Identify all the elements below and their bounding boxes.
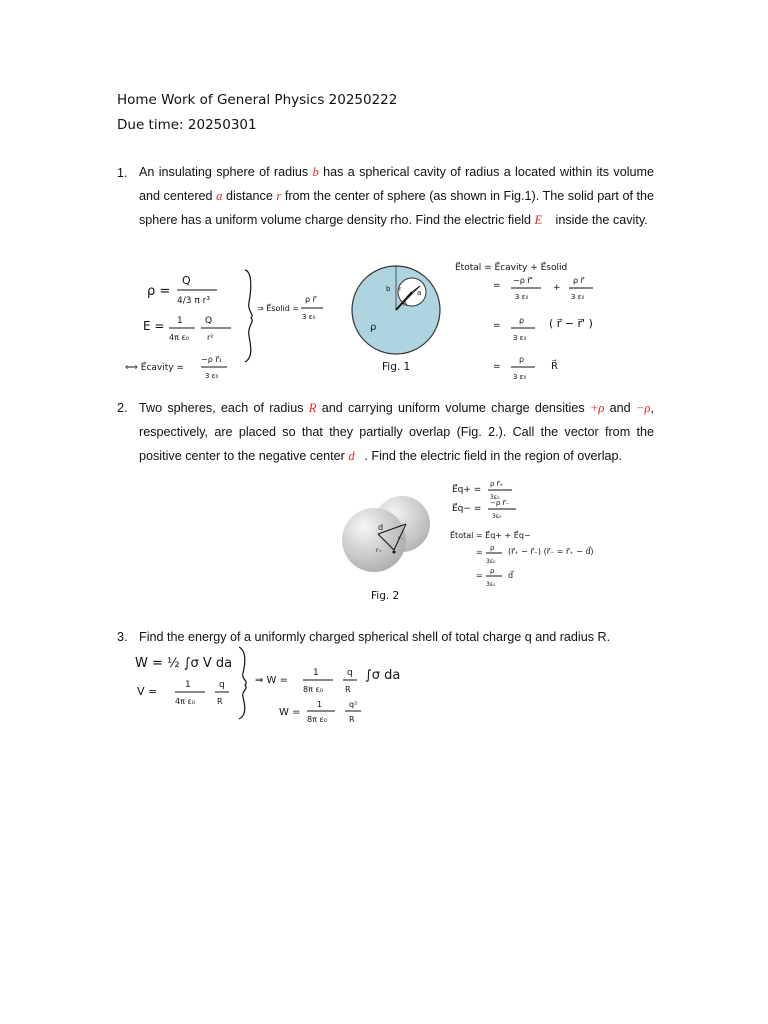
hw-etotal-q2: E⃗total = E⃗q+ + E⃗q−	[450, 531, 531, 540]
svg-text:=: =	[476, 571, 483, 580]
math-symbol: a	[216, 189, 223, 203]
question-text-run: Two spheres, each of radius	[139, 401, 309, 415]
question-1-number: 1.	[117, 166, 128, 180]
hw-w2-den2: R	[345, 685, 351, 694]
question-text-run: An insulating sphere of radius	[139, 165, 313, 179]
q1-right-work	[453, 256, 653, 386]
svg-text:=: =	[493, 321, 501, 331]
math-symbol: −ρ	[635, 401, 651, 415]
hw-esolid-den: 3 ε₀	[302, 313, 316, 321]
hw-esolid-num: ρ r⃗	[305, 295, 316, 304]
svg-text:+: +	[553, 283, 561, 293]
question-text-run: Find the energy of a uniformly charged spherical shell of total charge q and radius R.	[139, 630, 611, 644]
hw-w2: ⇒ W =	[255, 675, 289, 686]
positive-sphere	[342, 508, 406, 572]
question-2-number: 2.	[117, 401, 128, 415]
hw-l3-den: 3 ε₀	[513, 334, 527, 342]
hw-v-den2: R	[217, 697, 223, 706]
hw-etotal-line: E⃗total = E⃗cavity + E⃗solid	[455, 263, 568, 273]
hw-q2-l4-tail: (r⃗₊ − r⃗₋) (r⃗₋ = r⃗₊ − d⃗)	[508, 547, 594, 556]
fig2-label-rplus: r₊	[376, 547, 382, 554]
hw-q2-l5-den: 3ε₀	[486, 581, 496, 588]
hw-e-frac1-den: 4π ε₀	[169, 333, 189, 342]
question-3-number: 3.	[117, 630, 128, 644]
math-symbol: b	[312, 165, 319, 179]
fig2-label-d: d	[378, 523, 384, 532]
hw-l3-tail: ( r⃗ − r⃗' )	[549, 317, 593, 330]
hw-rho-num: Q	[182, 274, 191, 287]
hw-v-eq: V =	[137, 685, 158, 698]
question-text-run: distance	[222, 189, 277, 203]
fig-2-caption: Fig. 2	[371, 590, 400, 602]
hw-esolid: ⇒ E⃗solid =	[257, 304, 300, 313]
svg-text:=: =	[476, 548, 483, 557]
hw-w3-num1: 1	[317, 700, 323, 709]
fig2-label-rminus: r₋	[398, 535, 404, 542]
q3-work	[135, 645, 425, 725]
question-text-run: . Find the electric field in the region of overlap.	[364, 449, 623, 463]
hw-v-num2: q	[219, 680, 225, 690]
question-text-run: and carrying uniform volume charge densities	[316, 401, 590, 415]
fig1-label-a: a	[417, 289, 422, 297]
hw-w1: W = ½ ∫σ V da	[135, 656, 233, 671]
fig1-label-r: r	[399, 286, 402, 293]
q2-work	[450, 478, 640, 590]
hw-eq-minus: E⃗q− =	[452, 504, 482, 514]
hw-v-den1: 4π ε₀	[175, 697, 195, 706]
hw-eq-minus-den: 3ε₀	[492, 513, 502, 520]
hw-v-num1: 1	[185, 680, 191, 690]
hw-e-frac2-num: Q	[205, 316, 213, 326]
question-text-run: and	[604, 401, 636, 415]
hw-eq-minus-num: −ρ r⃗₋	[490, 499, 510, 507]
hw-l2-num1: −ρ r⃗'	[513, 276, 533, 285]
hw-eq-plus: E⃗q+ =	[452, 485, 482, 495]
math-symbol: E⃗	[534, 213, 553, 227]
due-time: Due time: 20250301	[117, 117, 257, 133]
hw-l3-num: ρ	[519, 316, 525, 325]
hw-q2-l5-num: ρ	[490, 567, 495, 575]
svg-text:=: =	[493, 281, 501, 291]
homework-title: Home Work of General Physics 20250222	[117, 92, 398, 108]
hw-w3-den1: 8π ε₀	[307, 715, 327, 724]
hw-w3: W =	[279, 707, 301, 718]
hw-w2-tail: ∫σ da	[365, 668, 401, 683]
hw-rho-eq: ρ =	[147, 284, 171, 299]
figure-2	[338, 494, 434, 574]
math-symbol: d⃗	[348, 449, 365, 463]
hw-l2-den2: 3 ε₀	[571, 293, 585, 301]
question-text-run: has a spherical cavity of radius a located within its volume and centered	[139, 165, 654, 203]
hw-eq-plus-den: 3ε₀	[490, 494, 500, 501]
question-2-text	[139, 396, 654, 468]
fig1-label-b: b	[386, 285, 391, 293]
fig1-label-rho: ρ	[370, 322, 377, 333]
question-1-text	[139, 160, 654, 232]
math-symbol: r	[276, 189, 282, 203]
question-text-run: from the center of sphere (as shown in Fig.1). The solid part of the sphere has a uniform volume charge density rho. Find the electric field	[139, 189, 654, 227]
hw-eq-plus-num: ρ r⃗₊	[490, 480, 504, 488]
math-symbol: R	[308, 401, 317, 415]
hw-l2-den1: 3 ε₀	[515, 293, 529, 301]
hw-e-frac2-den: r²	[207, 333, 214, 342]
hw-q2-l5-tail: d⃗	[508, 571, 514, 580]
hw-l4-den: 3 ε₀	[513, 373, 527, 381]
hw-e-eq: E =	[143, 319, 165, 333]
hw-w2-den1: 8π ε₀	[303, 685, 323, 694]
hw-l4-tail: R⃗	[551, 361, 558, 372]
hw-w2-num1: 1	[313, 668, 319, 678]
figure-1	[350, 264, 445, 356]
hw-ecavity-den: 3 ε₀	[205, 372, 219, 380]
hw-w3-den2: R	[349, 715, 355, 724]
hw-l2-num2: ρ r⃗	[573, 276, 584, 285]
hw-rho-den: 4/3 π r³	[177, 296, 210, 306]
hw-ecavity: ⟺ E⃗cavity =	[125, 363, 184, 373]
hw-w2-num2: q	[347, 668, 353, 678]
hw-l4-num: ρ	[519, 355, 525, 364]
hw-e-frac1-num: 1	[177, 316, 183, 326]
svg-text:=: =	[493, 362, 501, 372]
question-text-run: , respectively, are placed so that they partially overlap (Fig. 2.). Call the vector from the positive center to the negative center	[139, 401, 654, 463]
hw-w3-num2: q²	[349, 700, 358, 709]
hw-ecavity-num: −ρ r⃗₁	[201, 355, 222, 364]
hw-q2-l4-num: ρ	[490, 544, 495, 552]
q1-left-work	[125, 262, 325, 387]
fig1-label-R: R	[403, 301, 408, 308]
question-text-run: inside the cavity.	[552, 213, 648, 227]
hw-q2-l4-den: 3ε₀	[486, 558, 496, 565]
fig-1-caption: Fig. 1	[382, 361, 411, 373]
math-symbol: +ρ	[589, 401, 605, 415]
